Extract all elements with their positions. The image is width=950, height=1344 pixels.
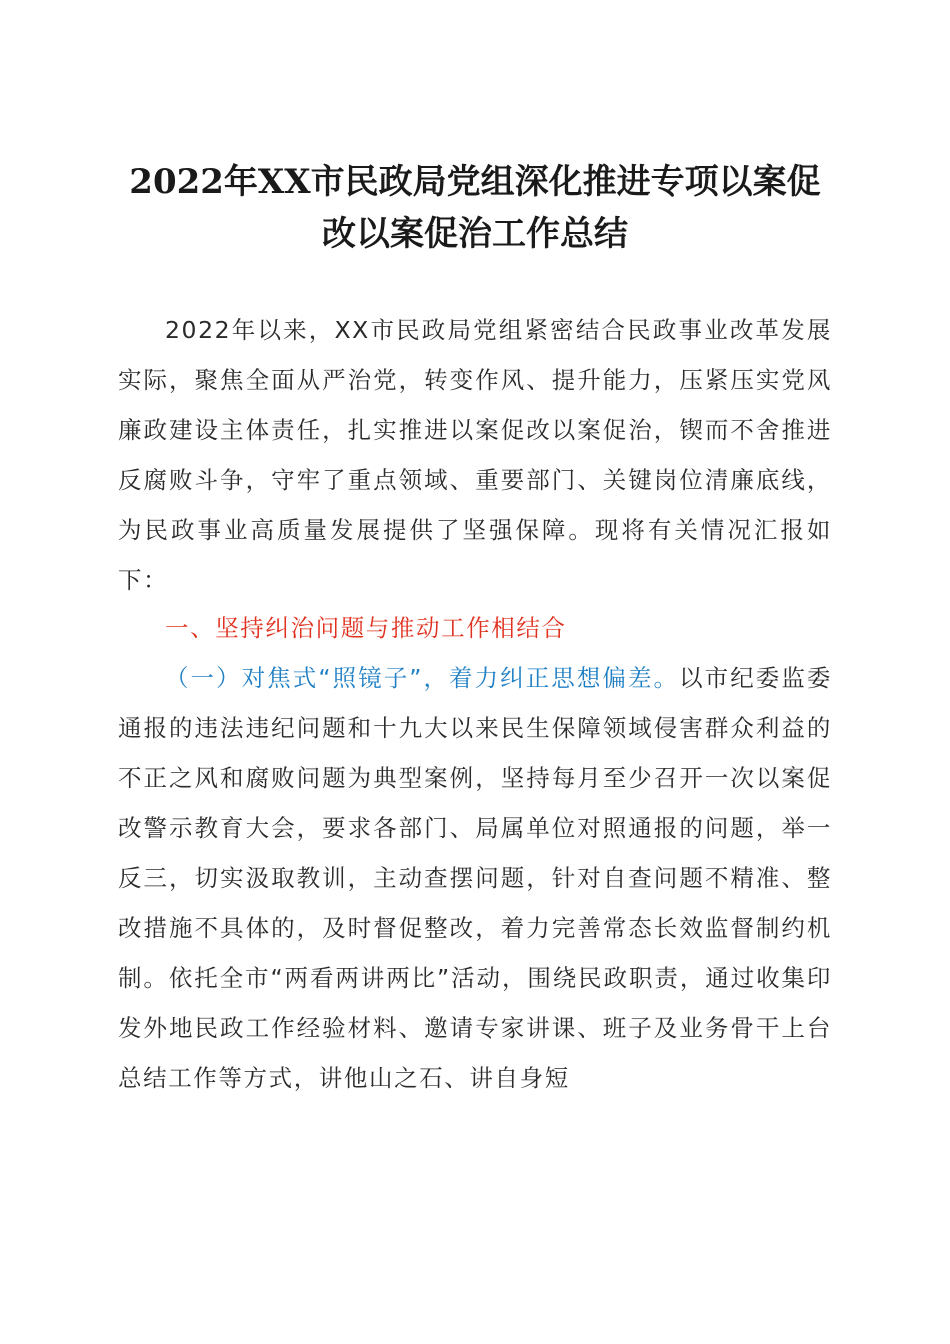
- title-line-1: 2022年XX市民政局党组深化推进专项以案促: [129, 162, 821, 202]
- intro-paragraph: 2022年以来，XX市民政局党组紧密结合民政事业改革发展实际，聚焦全面从严治党，转变作风、提升能力，压紧压实党风廉政建设主体责任，扎实推进以案促改以案促治，锲而不舍推进反腐败斗争，守牢了重点领域、重要部门、关键岗位清廉底线，为民政事业高质量发展提供了坚强保障。现将有关情况汇报如下：: [118, 316, 832, 594]
- section-1-body: 以市纪委监委通报的违法违纪问题和十九大以来民生保障领域侵害群众利益的不正之风和腐败问题为典型案例，坚持每月至少召开一次以案促改警示教育大会，要求各部门、局属单位对照通报的问题，举一反三，切实汲取教训，主动查摆问题，针对自查问题不精准、整改措施不具体的，及时督促整改，着力完善常态长效监督制约机制。依托全市“两看两讲两比”活动，围绕民政职责，通过收集印发外地民政工作经验材料、邀请专家讲课、班子及业务骨干上台总结工作等方式，讲他山之石、讲自身短: [118, 664, 832, 1092]
- document-title: [100, 156, 850, 260]
- section-1-sub-heading: （一）对焦式“照镜子”，着力纠正思想偏差。: [165, 664, 680, 692]
- title-line-2: 改以案促治工作总结: [322, 214, 628, 254]
- section-1-paragraph: [118, 653, 832, 1103]
- section-1-heading: 一、坚持纠治问题与推动工作相结合: [165, 614, 567, 642]
